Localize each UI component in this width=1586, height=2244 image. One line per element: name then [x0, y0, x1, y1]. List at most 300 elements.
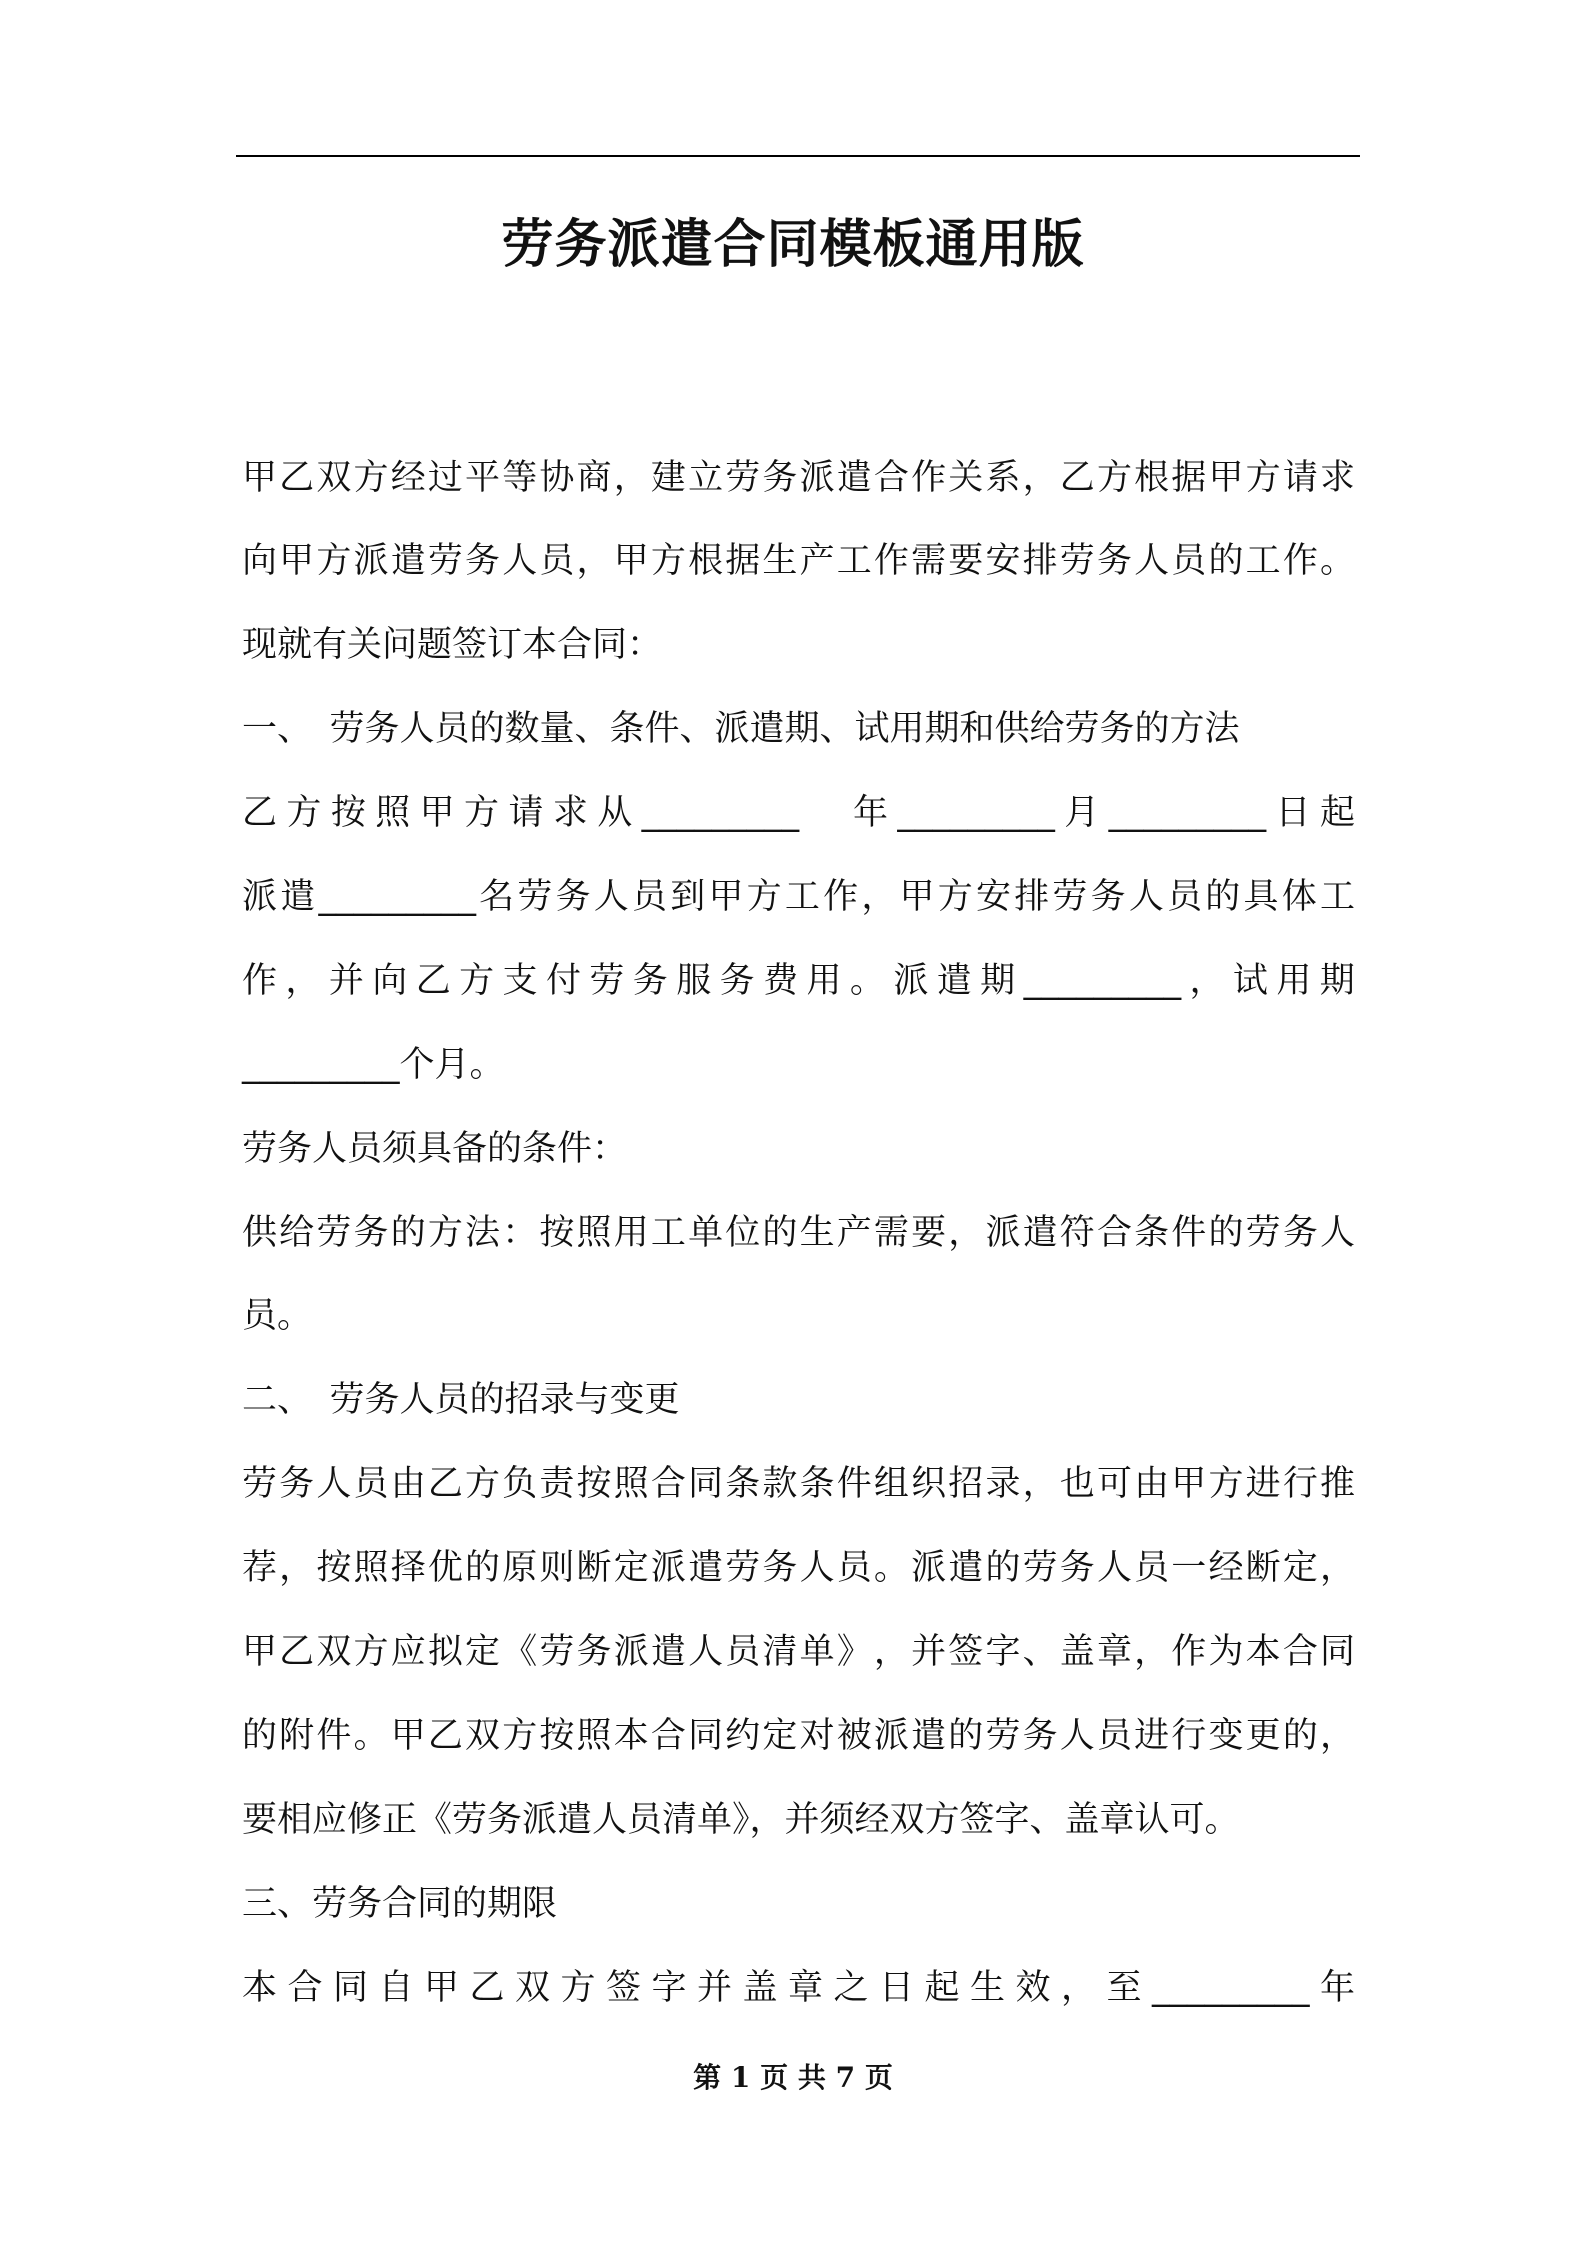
text-char: 方 [937, 877, 973, 917]
body-line-6 [242, 867, 1355, 927]
text-char: 作 [911, 458, 947, 498]
text-char: 乙 [279, 458, 315, 498]
text-char: 排 [1014, 877, 1050, 917]
text-char: 甲 [1171, 1464, 1207, 1504]
text-char: 务 [353, 1213, 389, 1253]
text-char: ， [873, 1632, 909, 1672]
text-char: 进 [1245, 1464, 1281, 1504]
text-char: 被 [836, 1716, 872, 1756]
text-char: 员 [1167, 877, 1203, 917]
text-char: ， [576, 541, 612, 581]
text-char: 人 [799, 1548, 835, 1588]
text-char: 用 [1276, 961, 1312, 1001]
text-char: 安 [985, 541, 1021, 581]
text-char: 对 [799, 1716, 835, 1756]
text-char: 并 [697, 1968, 733, 2008]
text-char: 断 [576, 1548, 612, 1588]
text-char: 件 [316, 1716, 352, 1756]
text-char: 方 [560, 1968, 596, 2008]
text-char: 遣 [936, 961, 972, 1001]
text-char: 求 [552, 793, 588, 833]
text-char: 签 [948, 1632, 984, 1672]
text-char: 由 [390, 1464, 426, 1504]
body-line-5 [242, 783, 1355, 843]
text-char: 字 [985, 1632, 1021, 1672]
text-char: 派 [911, 1548, 947, 1588]
text-char: 方 [502, 1716, 538, 1756]
text-char: 务 [1096, 541, 1132, 581]
text-char: 乙 [1059, 458, 1095, 498]
body-line-2 [242, 531, 1355, 591]
body-line-15 [242, 1622, 1355, 1682]
fill-blank: _________ [641, 793, 800, 833]
text-char: 更 [1245, 1716, 1281, 1756]
text-char: 定 [1282, 1548, 1318, 1588]
text-char: 派 [613, 1632, 649, 1672]
text-char: 合 [287, 1968, 323, 2008]
text-char: ： [502, 1213, 538, 1253]
fill-blank: _________ [1023, 961, 1182, 1001]
text-char: 劳 [725, 1548, 761, 1588]
text-char: 劳 [1022, 1548, 1058, 1588]
text-char: 条 [799, 1464, 835, 1504]
text-char: 员 [1134, 1548, 1170, 1588]
text-char: 乙 [427, 1716, 463, 1756]
text-char: 乙 [469, 1968, 505, 2008]
text-char: 作 [1171, 1632, 1207, 1672]
text-char: 劳 [1052, 877, 1088, 917]
text-char: 至 [1106, 1968, 1142, 2008]
body-line-8: _________个月。 [242, 1045, 505, 1085]
text-char: 甲 [899, 877, 935, 917]
text-char: 。 [849, 961, 885, 1001]
text-char: 从 [597, 793, 633, 833]
text-char: 本 [613, 1716, 649, 1756]
text-char: 方 [465, 1464, 501, 1504]
text-char: 付 [545, 961, 581, 1001]
text-char: ， [1134, 1632, 1170, 1672]
text-char: 并 [911, 1632, 947, 1672]
text-char: 同 [1319, 1632, 1355, 1672]
text-char: 。 [1319, 541, 1355, 581]
text-char: 支 [502, 961, 538, 1001]
text-char: 录 [985, 1464, 1021, 1504]
text-char: 给 [279, 1213, 315, 1253]
text-char: 附 [279, 1716, 315, 1756]
text-char: ， [1061, 1968, 1097, 2008]
text-char: 应 [390, 1632, 426, 1672]
text-char: 甲 [419, 793, 455, 833]
text-char: 章 [1096, 1632, 1132, 1672]
text-char: 作 [1282, 541, 1318, 581]
text-char: 的 [465, 1548, 501, 1588]
text-char: 日 [1275, 793, 1311, 833]
text-char: 向 [372, 961, 408, 1001]
text-char: 员 [1171, 541, 1207, 581]
text-char: 变 [1208, 1716, 1244, 1756]
text-char: 需 [873, 1213, 909, 1253]
text-char: 年 [1319, 1968, 1355, 2008]
text-char: 签 [606, 1968, 642, 2008]
text-char: 按 [316, 1548, 352, 1588]
text-char: 自 [378, 1968, 414, 2008]
text-char: 立 [688, 458, 724, 498]
text-char: 费 [763, 961, 799, 1001]
text-char: 派 [799, 458, 835, 498]
text-char: 劳 [427, 541, 463, 581]
text-char: ， [948, 1213, 984, 1253]
body-line-13 [242, 1454, 1355, 1514]
text-char: 责 [539, 1464, 575, 1504]
text-char: 清 [762, 1632, 798, 1672]
text-char: 生 [799, 1213, 835, 1253]
text-char: 方 [464, 793, 500, 833]
text-char: 择 [390, 1548, 426, 1588]
body-line-14 [242, 1538, 1355, 1598]
text-char: 过 [427, 458, 463, 498]
text-char: 劳 [1059, 541, 1095, 581]
text-char: 用 [806, 961, 842, 1001]
text-char: 经 [1208, 1548, 1244, 1588]
text-char: 件 [836, 1464, 872, 1504]
text-char: 人 [1096, 1548, 1132, 1588]
text-char: 务 [719, 961, 755, 1001]
text-char: 年 [852, 793, 888, 833]
text-char: 双 [316, 458, 352, 498]
text-char: 产 [836, 1213, 872, 1253]
text-char: 盖 [1059, 1632, 1095, 1672]
text-char: 用 [613, 1213, 649, 1253]
body-line-3: 现就有关问题签订本合同： [242, 625, 663, 665]
body-line-1 [242, 448, 1355, 508]
text-char: 。 [873, 1548, 909, 1588]
text-char: 务 [576, 1632, 612, 1672]
text-char: 关 [948, 458, 984, 498]
text-char: 遣 [688, 1548, 724, 1588]
text-char: 月 [1064, 793, 1100, 833]
text-char: 工 [650, 1213, 686, 1253]
fill-blank: _________ [1108, 793, 1267, 833]
text-char: 员 [539, 541, 575, 581]
text-char: 照 [613, 1464, 649, 1504]
text-char: 定 [613, 1548, 649, 1588]
text-char: 起 [1319, 793, 1355, 833]
fill-blank: _________ [897, 793, 1055, 833]
text-char: 合 [873, 458, 909, 498]
text-char: 务 [762, 1548, 798, 1588]
text-char: 甲 [279, 541, 315, 581]
text-char: 遣 [948, 1548, 984, 1588]
body-line-11: 员。 [242, 1296, 313, 1336]
fill-blank: _________ [1152, 1968, 1310, 2008]
body-line-16 [242, 1706, 1355, 1766]
text-char: 名 [479, 877, 515, 917]
text-char: 按 [330, 793, 366, 833]
text-char: 遣 [390, 541, 426, 581]
text-char: 法 [465, 1213, 501, 1253]
text-char: 方 [1096, 458, 1132, 498]
text-char: 合 [650, 1716, 686, 1756]
text-char: 劳 [589, 961, 625, 1001]
body-line-19 [242, 1958, 1355, 2018]
text-char: 推 [1319, 1464, 1355, 1504]
text-char: 作 [242, 961, 278, 1001]
text-char: 的 [762, 1213, 798, 1253]
text-char: 优 [427, 1548, 463, 1588]
text-char: 件 [1171, 1213, 1207, 1253]
text-char: 一 [1171, 1548, 1207, 1588]
text-char: 遣 [1022, 1213, 1058, 1253]
text-char: 具 [1243, 877, 1279, 917]
header-rule [236, 155, 1360, 157]
text-char: 乙 [415, 961, 451, 1001]
text-char: 盖 [742, 1968, 778, 2008]
text-char: ， [1319, 1716, 1355, 1756]
text-char: 甲 [242, 458, 278, 498]
text-char: 方 [1245, 458, 1281, 498]
text-char: 商 [576, 458, 612, 498]
text-char: 组 [873, 1464, 909, 1504]
text-char: 甲 [1208, 458, 1244, 498]
text-char: 人 [502, 541, 538, 581]
text-char: 方 [459, 961, 495, 1001]
text-char: 乙 [427, 1464, 463, 1504]
text-char: 的 [985, 1548, 1021, 1588]
text-char: 求 [1319, 458, 1355, 498]
text-char: 则 [539, 1548, 575, 1588]
text-char: 也 [1059, 1464, 1095, 1504]
text-char: 甲 [390, 1716, 426, 1756]
text-char: 请 [1282, 458, 1318, 498]
text-char: 向 [242, 541, 278, 581]
text-char: 作 [873, 541, 909, 581]
text-char: ， [1319, 1548, 1355, 1588]
text-char: 本 [1245, 1632, 1281, 1672]
text-char: 照 [576, 1716, 612, 1756]
text-char: 的 [1205, 877, 1241, 917]
text-char: 平 [465, 458, 501, 498]
text-char: 方 [1208, 1464, 1244, 1504]
text-char: ， [279, 1548, 315, 1588]
text-char: 效 [1015, 1968, 1051, 2008]
text-char: 人 [593, 877, 629, 917]
text-char: 条 [1134, 1213, 1170, 1253]
text-char: 按 [539, 1213, 575, 1253]
text-char: 工 [1319, 877, 1355, 917]
text-char: 到 [670, 877, 706, 917]
text-char: 根 [1134, 458, 1170, 498]
text-char: 协 [539, 458, 575, 498]
text-char: 工 [784, 877, 820, 917]
text-char: 作 [823, 877, 859, 917]
section-heading-2: 二、 劳务人员的招录与变更 [242, 1380, 680, 1420]
text-char: 务 [465, 541, 501, 581]
text-char: 劳 [242, 1464, 278, 1504]
text-char: 照 [353, 1548, 389, 1588]
text-char: 人 [316, 1464, 352, 1504]
text-char: 织 [911, 1464, 947, 1504]
text-char: 章 [788, 1968, 824, 2008]
text-char: ， [285, 961, 321, 1001]
text-char: 员 [725, 1632, 761, 1672]
text-char: 员 [353, 1464, 389, 1504]
text-char: 条 [725, 1464, 761, 1504]
text-char [809, 783, 844, 843]
text-char: 的 [1208, 541, 1244, 581]
text-char: 方 [286, 793, 322, 833]
text-char: 乙 [279, 1632, 315, 1672]
text-char: 生 [762, 541, 798, 581]
text-char: 负 [502, 1464, 538, 1504]
text-char: 派 [242, 877, 278, 917]
text-char: 的 [948, 1716, 984, 1756]
text-char: 劳 [539, 1632, 575, 1672]
body-line-10 [242, 1203, 1355, 1263]
text-char: ， [1022, 458, 1058, 498]
text-char: 单 [688, 1213, 724, 1253]
text-char: 方 [746, 877, 782, 917]
text-char: 原 [502, 1548, 538, 1588]
text-char: 据 [1171, 458, 1207, 498]
text-char: 按 [539, 1716, 575, 1756]
text-char: 照 [375, 793, 411, 833]
text-char: 约 [725, 1716, 761, 1756]
text-char: 劳 [1245, 1213, 1281, 1253]
text-char: 双 [465, 1716, 501, 1756]
text-char: 劳 [985, 1716, 1021, 1756]
text-char: 要 [948, 541, 984, 581]
text-char: 务 [1022, 1716, 1058, 1756]
text-char: 甲 [613, 541, 649, 581]
text-char: 定 [465, 1632, 501, 1672]
text-char: 员 [1096, 1716, 1132, 1756]
text-char: 遣 [836, 458, 872, 498]
text-char: 双 [515, 1968, 551, 2008]
text-char: 符 [1059, 1213, 1095, 1253]
text-char: ， [1189, 961, 1225, 1001]
text-char: 根 [688, 541, 724, 581]
section-heading-3: 三、劳务合同的期限 [242, 1884, 558, 1924]
text-char: 员 [632, 877, 668, 917]
text-char: 字 [651, 1968, 687, 2008]
text-char: 遣 [650, 1632, 686, 1672]
text-char: 定 [762, 1716, 798, 1756]
text-char: 人 [1128, 877, 1164, 917]
text-char: 派 [873, 1716, 909, 1756]
body-line-9: 劳务人员须具备的条件： [242, 1129, 628, 1169]
text-char: 、 [1022, 1632, 1058, 1672]
text-char: 人 [1134, 541, 1170, 581]
text-char: 期 [980, 961, 1016, 1001]
text-char: 派 [985, 1213, 1021, 1253]
text-char: 工 [836, 541, 872, 581]
text-char: 务 [1090, 877, 1126, 917]
text-char: 同 [333, 1968, 369, 2008]
text-char: 方 [650, 541, 686, 581]
text-char: 同 [688, 1464, 724, 1504]
text-char: 》 [836, 1632, 872, 1672]
text-char: 单 [799, 1632, 835, 1672]
text-char: 供 [242, 1213, 278, 1253]
text-char: 之 [833, 1968, 869, 2008]
text-char: 方 [353, 458, 389, 498]
text-char: 行 [1171, 1716, 1207, 1756]
text-char: ， [1022, 1464, 1058, 1504]
fill-blank: _________ [318, 877, 476, 917]
text-char: 招 [948, 1464, 984, 1504]
text-char: 日 [879, 1968, 915, 2008]
text-char: 同 [688, 1716, 724, 1756]
text-char: 双 [316, 1632, 352, 1672]
text-char: 试 [1232, 961, 1268, 1001]
text-char: 人 [1059, 1716, 1095, 1756]
text-char: 乙 [242, 793, 278, 833]
text-char: 安 [975, 877, 1011, 917]
text-char: 可 [1096, 1464, 1132, 1504]
text-char: 工 [1245, 541, 1281, 581]
text-char: 本 [242, 1968, 278, 2008]
text-char: 务 [279, 1464, 315, 1504]
text-char: 的 [390, 1213, 426, 1253]
text-char: 的 [1208, 1213, 1244, 1253]
text-char: 并 [328, 961, 364, 1001]
text-char: 进 [1134, 1716, 1170, 1756]
text-char: 方 [427, 1213, 463, 1253]
text-char: 产 [799, 541, 835, 581]
text-char: 《 [502, 1632, 538, 1672]
text-char: 派 [650, 1548, 686, 1588]
text-char: 派 [893, 961, 929, 1001]
text-char: 劳 [517, 877, 553, 917]
text-char: 务 [1059, 1548, 1095, 1588]
text-char: 照 [576, 1213, 612, 1253]
text-char: 需 [911, 541, 947, 581]
text-char: 经 [390, 458, 426, 498]
text-char: 员 [836, 1548, 872, 1588]
text-char: 建 [650, 458, 686, 498]
text-char: ， [613, 458, 649, 498]
text-char: ， [861, 877, 897, 917]
text-char: 合 [1096, 1213, 1132, 1253]
text-char: 务 [555, 877, 591, 917]
text-char: 款 [762, 1464, 798, 1504]
text-char: 遣 [911, 1716, 947, 1756]
text-char: 甲 [242, 1632, 278, 1672]
text-char: 排 [1022, 541, 1058, 581]
text-char: 要 [911, 1213, 947, 1253]
text-char: 服 [676, 961, 712, 1001]
text-char: 系 [985, 458, 1021, 498]
text-char: 请 [508, 793, 544, 833]
text-char: 劳 [725, 458, 761, 498]
text-char: 等 [502, 458, 538, 498]
text-char: 起 [924, 1968, 960, 2008]
text-char: 方 [316, 541, 352, 581]
text-char: 甲 [708, 877, 744, 917]
text-char: 的 [242, 1716, 278, 1756]
text-char: 人 [1319, 1213, 1355, 1253]
text-char: 位 [725, 1213, 761, 1253]
text-char: 。 [353, 1716, 389, 1756]
text-char: 由 [1134, 1464, 1170, 1504]
text-char: 断 [1245, 1548, 1281, 1588]
text-char: 荐 [242, 1548, 278, 1588]
text-char: 甲 [424, 1968, 460, 2008]
text-char: 期 [1319, 961, 1355, 1001]
text-char: 的 [1282, 1716, 1318, 1756]
text-char: 务 [1282, 1213, 1318, 1253]
text-char: 合 [1282, 1632, 1318, 1672]
